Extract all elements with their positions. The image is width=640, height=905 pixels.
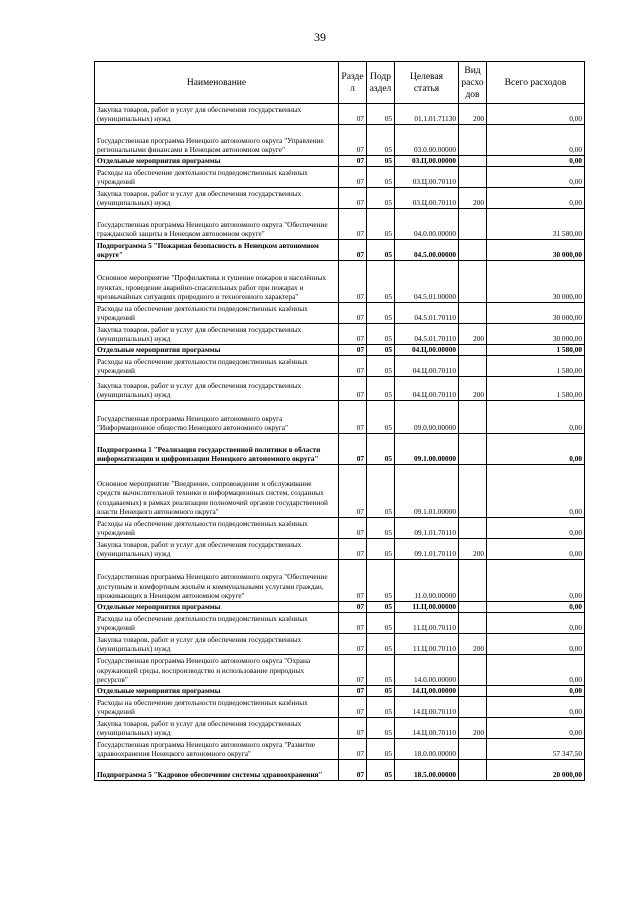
cell-subsection: 05 — [367, 188, 395, 209]
cell-name: Расходы на обеспечение деятельности подведомственных казённых учреждений — [95, 356, 339, 377]
cell-target: 04.5.00.00000 — [395, 240, 459, 261]
cell-total: 1 580,00 — [487, 356, 585, 377]
table-row — [95, 602, 585, 613]
cell-total: 0,00 — [487, 125, 585, 156]
cell-expense-type — [459, 125, 487, 156]
cell-name: Государственная программа Ненецкого автономного округа "Охрана окружающей среды, воспроизводство и использование природных ресурсов" — [95, 655, 339, 686]
cell-expense-type — [459, 209, 487, 240]
table-row — [95, 324, 585, 345]
cell-expense-type — [459, 760, 487, 781]
cell-name: Закупка товаров, работ и услуг для обеспечения государственных (муниципальных) нужд — [95, 324, 339, 345]
cell-name: Отдельные мероприятия программы — [95, 345, 339, 356]
table-row — [95, 240, 585, 261]
cell-expense-type — [459, 156, 487, 167]
cell-section: 07 — [339, 539, 367, 560]
cell-total: 1 580,00 — [487, 345, 585, 356]
cell-section: 07 — [339, 188, 367, 209]
cell-subsection: 05 — [367, 655, 395, 686]
cell-expense-type: 200 — [459, 377, 487, 401]
cell-total: 0,00 — [487, 613, 585, 634]
table-row — [95, 434, 585, 465]
cell-name: Государственная программа Ненецкого автономного округа "Обеспечение гражданской защиты в Ненецком автономном округе" — [95, 209, 339, 240]
cell-subsection: 05 — [367, 356, 395, 377]
table-body — [95, 104, 585, 781]
budget-table — [94, 61, 585, 781]
page-number: 39 — [314, 30, 326, 44]
cell-expense-type — [459, 434, 487, 465]
table-row — [95, 345, 585, 356]
cell-target: 03.Ц.00.70110 — [395, 188, 459, 209]
cell-expense-type — [459, 560, 487, 602]
cell-expense-type: 200 — [459, 324, 487, 345]
cell-name: Основное мероприятие "Внедрение, сопровождение и обслуживание средств вычислительной техники и информационных систем, созданных (создаваемых) в рамках реализации полномочий органов государственной власти Ненецкого автономного округа" — [95, 465, 339, 518]
cell-section: 07 — [339, 602, 367, 613]
cell-total: 30 000,00 — [487, 303, 585, 324]
cell-subsection: 05 — [367, 634, 395, 655]
cell-target: 09.1.01.70110 — [395, 518, 459, 539]
cell-name: Государственная программа Ненецкого автономного округа "Развитие здравоохранения Ненецкого автономного округа" — [95, 739, 339, 760]
header-name: Наименование — [95, 62, 339, 104]
cell-total: 0,00 — [487, 518, 585, 539]
cell-section: 07 — [339, 261, 367, 303]
cell-name: Закупка товаров, работ и услуг для обеспечения государственных (муниципальных) нужд — [95, 718, 339, 739]
table-row — [95, 167, 585, 188]
cell-section: 07 — [339, 613, 367, 634]
cell-subsection: 05 — [367, 240, 395, 261]
header-section: Разде л — [339, 62, 367, 104]
cell-subsection: 05 — [367, 760, 395, 781]
cell-subsection: 05 — [367, 303, 395, 324]
cell-expense-type — [459, 401, 487, 434]
cell-total: 0,00 — [487, 634, 585, 655]
cell-subsection: 05 — [367, 167, 395, 188]
header-subsection: Подр аздел — [367, 62, 395, 104]
cell-name: Закупка товаров, работ и услуг для обеспечения государственных (муниципальных) нужд — [95, 104, 339, 125]
cell-expense-type — [459, 345, 487, 356]
cell-name: Государственная программа Ненецкого автономного округа "Управление региональными финансами в Ненецком автономном округе" — [95, 125, 339, 156]
cell-section: 07 — [339, 104, 367, 125]
cell-name: Закупка товаров, работ и услуг для обеспечения государственных (муниципальных) нужд — [95, 634, 339, 655]
cell-section: 07 — [339, 240, 367, 261]
cell-target: 11.0.00.00000 — [395, 560, 459, 602]
table-row — [95, 539, 585, 560]
cell-name: Расходы на обеспечение деятельности подведомственных казённых учреждений — [95, 697, 339, 718]
cell-total: 0,00 — [487, 686, 585, 697]
cell-target: 11.Ц.00.70110 — [395, 634, 459, 655]
cell-total: 30 000,00 — [487, 324, 585, 345]
cell-total: 0,00 — [487, 718, 585, 739]
table-row — [95, 125, 585, 156]
table-row — [95, 686, 585, 697]
cell-target: 18.0.00.00000 — [395, 739, 459, 760]
cell-total: 0,00 — [487, 104, 585, 125]
cell-section: 07 — [339, 634, 367, 655]
cell-name: Отдельные мероприятия программы — [95, 156, 339, 167]
table-header-row — [95, 62, 585, 104]
cell-subsection: 05 — [367, 560, 395, 602]
cell-name: Расходы на обеспечение деятельности подведомственных казённых учреждений — [95, 303, 339, 324]
cell-section: 07 — [339, 356, 367, 377]
cell-subsection: 05 — [367, 261, 395, 303]
table-row — [95, 156, 585, 167]
cell-total: 0,00 — [487, 560, 585, 602]
cell-expense-type — [459, 240, 487, 261]
cell-total: 0,00 — [487, 156, 585, 167]
cell-subsection: 05 — [367, 401, 395, 434]
cell-target: 09.0.00.00000 — [395, 401, 459, 434]
cell-name: Расходы на обеспечение деятельности подведомственных казённых учреждений — [95, 518, 339, 539]
cell-target: 14.0.00.00000 — [395, 655, 459, 686]
cell-expense-type — [459, 261, 487, 303]
cell-name: Расходы на обеспечение деятельности подведомственных казённых учреждений — [95, 613, 339, 634]
cell-total: 0,00 — [487, 434, 585, 465]
cell-expense-type — [459, 167, 487, 188]
table-row — [95, 739, 585, 760]
cell-subsection: 05 — [367, 377, 395, 401]
table-row — [95, 760, 585, 781]
cell-section: 07 — [339, 209, 367, 240]
cell-subsection: 05 — [367, 104, 395, 125]
cell-total: 57 347,50 — [487, 739, 585, 760]
table-row — [95, 261, 585, 303]
cell-name: Подпрограмма 5 "Пожарная безопасность в Ненецком автономном округе" — [95, 240, 339, 261]
table-row — [95, 356, 585, 377]
cell-total: 0,00 — [487, 465, 585, 518]
cell-section: 07 — [339, 156, 367, 167]
table-row — [95, 697, 585, 718]
cell-name: Расходы на обеспечение деятельности подведомственных казённых учреждений — [95, 167, 339, 188]
cell-target: 03.0.00.00000 — [395, 125, 459, 156]
table-row — [95, 303, 585, 324]
cell-total: 30 000,00 — [487, 261, 585, 303]
cell-section: 07 — [339, 686, 367, 697]
cell-name: Закупка товаров, работ и услуг для обеспечения государственных (муниципальных) нужд — [95, 539, 339, 560]
cell-subsection: 05 — [367, 739, 395, 760]
cell-target: 04.0.00.00000 — [395, 209, 459, 240]
cell-expense-type — [459, 303, 487, 324]
cell-subsection: 05 — [367, 345, 395, 356]
table-row — [95, 377, 585, 401]
cell-total: 0,00 — [487, 401, 585, 434]
cell-section: 07 — [339, 518, 367, 539]
cell-expense-type: 200 — [459, 539, 487, 560]
cell-expense-type: 200 — [459, 104, 487, 125]
cell-subsection: 05 — [367, 209, 395, 240]
table-row — [95, 465, 585, 518]
cell-subsection: 05 — [367, 613, 395, 634]
table-row — [95, 209, 585, 240]
cell-target: 09.1.01.70110 — [395, 539, 459, 560]
header-total: Всего расходов — [487, 62, 585, 104]
cell-expense-type: 200 — [459, 188, 487, 209]
cell-total: 31 580,00 — [487, 209, 585, 240]
cell-total: 30 000,00 — [487, 240, 585, 261]
cell-subsection: 05 — [367, 697, 395, 718]
cell-total: 1 580,00 — [487, 377, 585, 401]
cell-name: Отдельные мероприятия программы — [95, 686, 339, 697]
cell-target: 01.1.01.71130 — [395, 104, 459, 125]
cell-name: Государственная программа Ненецкого автономного округа "Информационное общество Ненецкого автономного округа" — [95, 401, 339, 434]
cell-section: 07 — [339, 303, 367, 324]
table-row — [95, 560, 585, 602]
cell-expense-type — [459, 739, 487, 760]
cell-target: 09.1.01.00000 — [395, 465, 459, 518]
cell-section: 07 — [339, 434, 367, 465]
cell-subsection: 05 — [367, 602, 395, 613]
cell-expense-type — [459, 697, 487, 718]
cell-name: Подпрограмма 1 "Реализация государственной политики в области информатизации и цифровизации Ненецкого автономного округа" — [95, 434, 339, 465]
cell-section: 07 — [339, 655, 367, 686]
cell-total: 0,00 — [487, 539, 585, 560]
cell-target: 18.5.00.00000 — [395, 760, 459, 781]
table-row — [95, 188, 585, 209]
cell-expense-type: 200 — [459, 634, 487, 655]
cell-target: 14.Ц.00.70110 — [395, 718, 459, 739]
cell-target: 14.Ц.00.70110 — [395, 697, 459, 718]
cell-section: 07 — [339, 324, 367, 345]
cell-total: 0,00 — [487, 167, 585, 188]
cell-section: 07 — [339, 125, 367, 156]
cell-subsection: 05 — [367, 434, 395, 465]
cell-target: 11.Ц.00.70110 — [395, 613, 459, 634]
cell-subsection: 05 — [367, 539, 395, 560]
cell-expense-type — [459, 602, 487, 613]
header-target: Целевая статья — [395, 62, 459, 104]
cell-target: 04.Ц.00.00000 — [395, 345, 459, 356]
cell-target: 04.Ц.00.70110 — [395, 356, 459, 377]
cell-target: 04.5.01.00000 — [395, 261, 459, 303]
cell-section: 07 — [339, 760, 367, 781]
cell-name: Отдельные мероприятия программы — [95, 602, 339, 613]
cell-expense-type — [459, 686, 487, 697]
cell-section: 07 — [339, 167, 367, 188]
cell-section: 07 — [339, 345, 367, 356]
cell-total: 0,00 — [487, 188, 585, 209]
cell-target: 04.5.01.70110 — [395, 303, 459, 324]
cell-expense-type — [459, 518, 487, 539]
cell-subsection: 05 — [367, 465, 395, 518]
cell-expense-type — [459, 465, 487, 518]
cell-expense-type — [459, 356, 487, 377]
cell-subsection: 05 — [367, 686, 395, 697]
cell-target: 11.Ц.00.00000 — [395, 602, 459, 613]
cell-expense-type: 200 — [459, 718, 487, 739]
cell-name: Закупка товаров, работ и услуг для обеспечения государственных (муниципальных) нужд — [95, 188, 339, 209]
table-row — [95, 634, 585, 655]
cell-section: 07 — [339, 401, 367, 434]
cell-subsection: 05 — [367, 718, 395, 739]
table-row — [95, 655, 585, 686]
cell-target: 04.5.01.70110 — [395, 324, 459, 345]
cell-target: 04.Ц.00.70110 — [395, 377, 459, 401]
cell-total: 0,00 — [487, 655, 585, 686]
cell-target: 03.Ц.00.00000 — [395, 156, 459, 167]
cell-target: 03.Ц.00.70110 — [395, 167, 459, 188]
cell-expense-type — [459, 655, 487, 686]
cell-total: 0,00 — [487, 697, 585, 718]
table-row — [95, 104, 585, 125]
header-expense-type: Вид расхо дов — [459, 62, 487, 104]
cell-subsection: 05 — [367, 125, 395, 156]
table-row — [95, 518, 585, 539]
cell-name: Государственная программа Ненецкого автономного округа "Обеспечение доступным и комфортным жильём и коммунальными услугами граждан, проживающих в Ненецком автономном округе" — [95, 560, 339, 602]
cell-subsection: 05 — [367, 518, 395, 539]
table-row — [95, 401, 585, 434]
cell-subsection: 05 — [367, 324, 395, 345]
cell-section: 07 — [339, 465, 367, 518]
cell-section: 07 — [339, 697, 367, 718]
table-row — [95, 718, 585, 739]
cell-total: 20 000,00 — [487, 760, 585, 781]
cell-name: Закупка товаров, работ и услуг для обеспечения государственных (муниципальных) нужд — [95, 377, 339, 401]
table-row — [95, 613, 585, 634]
cell-target: 09.1.00.00000 — [395, 434, 459, 465]
cell-name: Подпрограмма 5 "Кадровое обеспечение системы здравоохранения" — [95, 760, 339, 781]
cell-expense-type — [459, 613, 487, 634]
cell-name: Основное мероприятие "Профилактика и тушение пожаров в населённых пунктах, проведение аварийно-спасательных работ при пожарах и чрезвычайных ситуациях природного и техногенного характера" — [95, 261, 339, 303]
cell-section: 07 — [339, 377, 367, 401]
cell-total: 0,00 — [487, 602, 585, 613]
cell-section: 07 — [339, 739, 367, 760]
cell-section: 07 — [339, 560, 367, 602]
cell-section: 07 — [339, 718, 367, 739]
cell-target: 14.Ц.00.00000 — [395, 686, 459, 697]
cell-subsection: 05 — [367, 156, 395, 167]
